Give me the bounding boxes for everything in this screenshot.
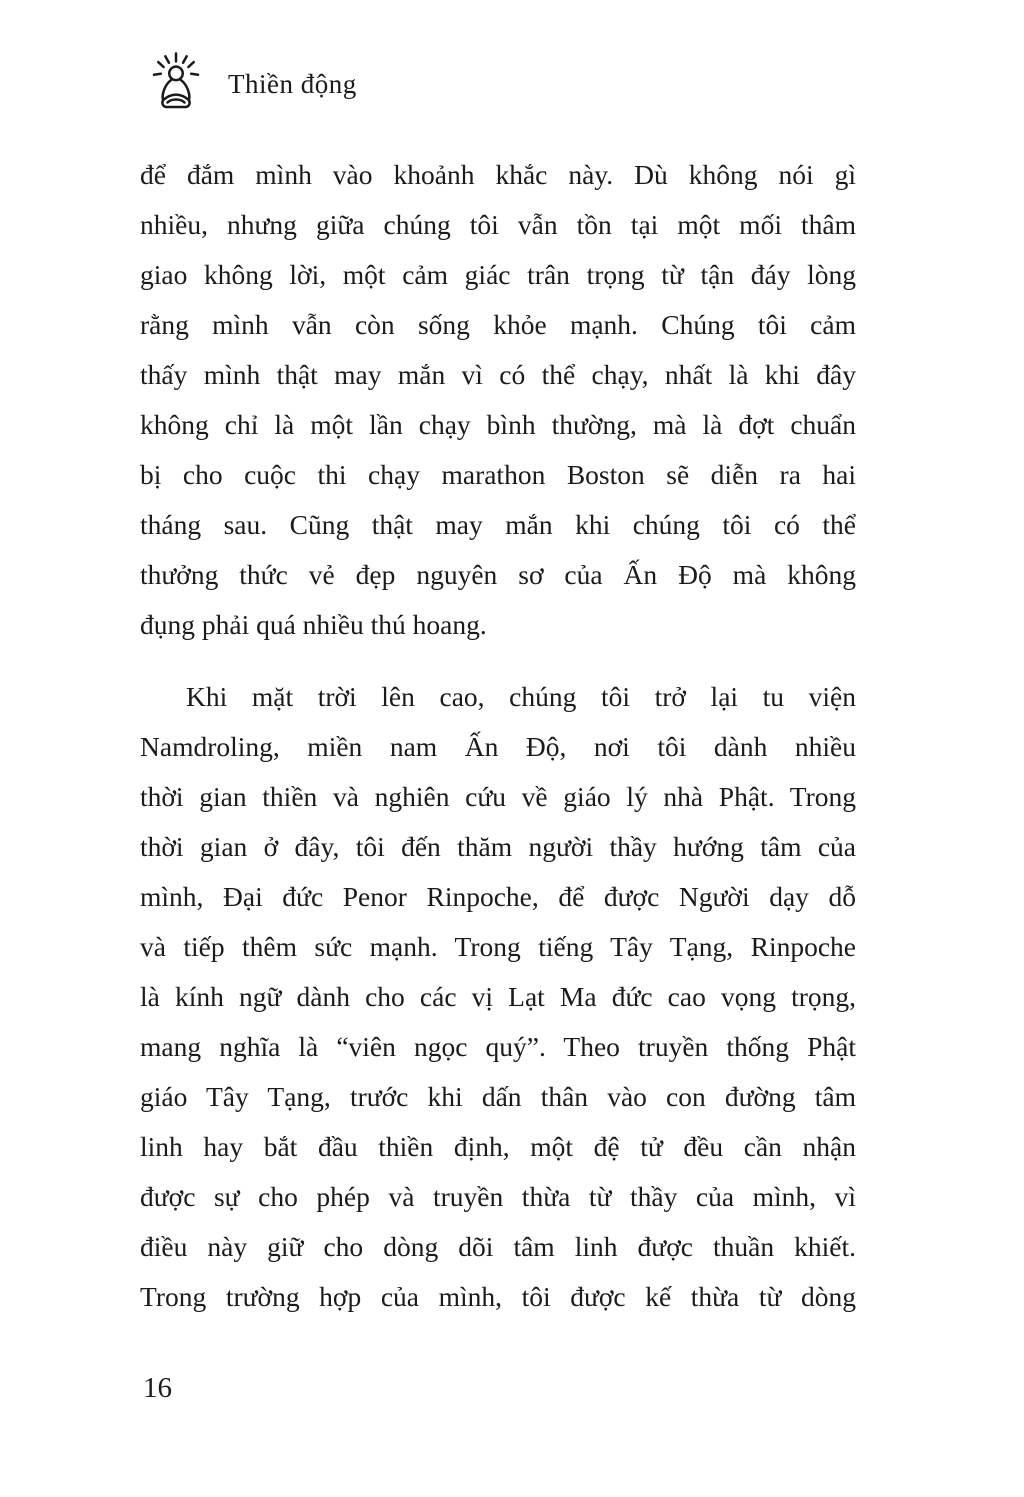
running-header-title: Thiền động xyxy=(228,68,357,99)
text-line: mang nghĩa là “viên ngọc quý”. Theo truyền thống Phật xyxy=(140,1031,856,1062)
text-block xyxy=(140,150,856,1322)
text-line: giáo Tây Tạng, trước khi dấn thân vào con đường tâm xyxy=(140,1081,856,1112)
text-line: mình, Đại đức Penor Rinpoche, để được Người dạy dỗ xyxy=(140,881,856,912)
text-line: thời gian thiền và nghiên cứu về giáo lý nhà Phật. Trong xyxy=(140,781,856,812)
paragraph xyxy=(140,150,856,650)
text-line: điều này giữ cho dòng dõi tâm linh được thuần khiết. xyxy=(140,1231,856,1262)
text-line: giao không lời, một cảm giác trân trọng từ tận đáy lòng xyxy=(140,259,856,290)
text-line: bị cho cuộc thi chạy marathon Boston sẽ diễn ra hai xyxy=(140,459,856,490)
meditating-person-icon xyxy=(140,50,212,118)
text-line: thấy mình thật may mắn vì có thể chạy, nhất là khi đây xyxy=(140,359,856,390)
text-line: linh hay bắt đầu thiền định, một đệ tử đều cần nhận xyxy=(140,1131,856,1162)
page-number: 16 xyxy=(143,1372,172,1404)
text-line: Namdroling, miền nam Ấn Độ, nơi tôi dành nhiều xyxy=(140,731,856,762)
text-line: thời gian ở đây, tôi đến thăm người thầy hướng tâm của xyxy=(140,831,856,862)
text-line: thưởng thức vẻ đẹp nguyên sơ của Ấn Độ mà không xyxy=(140,559,856,590)
text-line: để đắm mình vào khoảnh khắc này. Dù không nói gì xyxy=(140,159,856,190)
text-line: Khi mặt trời lên cao, chúng tôi trở lại tu viện xyxy=(186,681,856,712)
running-header xyxy=(140,50,357,118)
text-line: và tiếp thêm sức mạnh. Trong tiếng Tây Tạng, Rinpoche xyxy=(140,931,856,962)
text-line: là kính ngữ dành cho các vị Lạt Ma đức cao vọng trọng, xyxy=(140,981,856,1012)
text-line: đụng phải quá nhiều thú hoang. xyxy=(140,609,487,640)
text-line: được sự cho phép và truyền thừa từ thầy của mình, vì xyxy=(140,1181,856,1212)
text-line: tháng sau. Cũng thật may mắn khi chúng tôi có thể xyxy=(140,509,856,540)
paragraph xyxy=(140,672,856,1322)
text-line: rằng mình vẫn còn sống khỏe mạnh. Chúng tôi cảm xyxy=(140,309,856,340)
text-line: nhiều, nhưng giữa chúng tôi vẫn tồn tại một mối thâm xyxy=(140,209,856,240)
text-line: không chỉ là một lần chạy bình thường, mà là đợt chuẩn xyxy=(140,409,856,440)
text-line: Trong trường hợp của mình, tôi được kế thừa từ dòng xyxy=(140,1281,856,1312)
